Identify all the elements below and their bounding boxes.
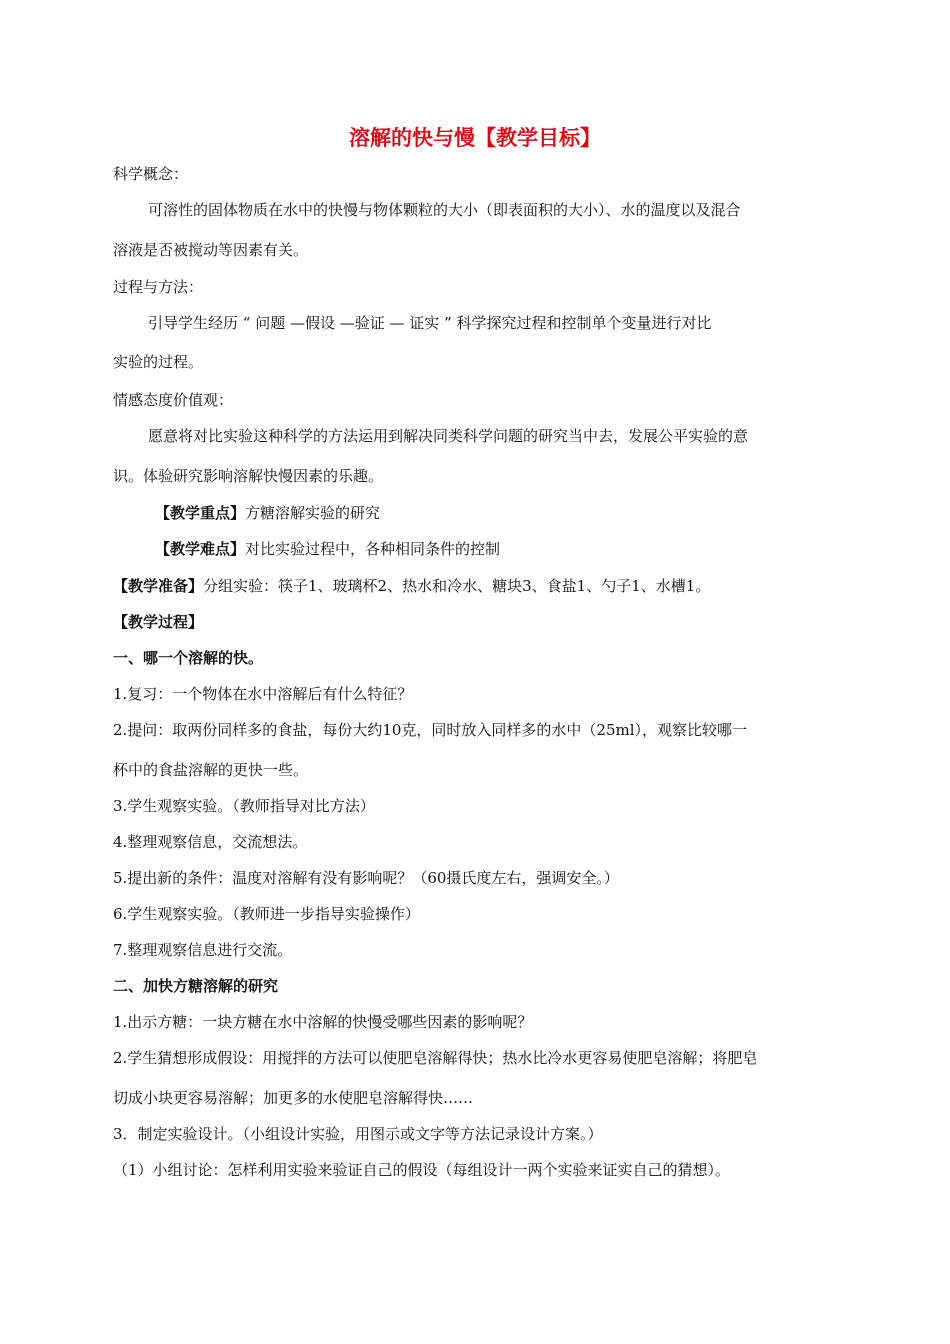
difficulty-text: 对比实验过程中，各种相同条件的控制 bbox=[245, 540, 501, 558]
paragraph-attitude-line1: 愿意将对比实验这种科学的方法运用到解决同类科学问题的研究当中去，发展公平实验的意 bbox=[148, 427, 749, 445]
paragraph-process-line2: 实验的过程。 bbox=[113, 353, 204, 371]
section-2-item-1: 1.出示方糖：一块方糖在水中溶解的快慢受哪些因素的影响呢？ bbox=[113, 1013, 533, 1031]
section-1-item-1: 1.复习：一个物体在水中溶解后有什么特征？ bbox=[113, 685, 413, 703]
heading-teaching-procedure: 【教学过程】 bbox=[113, 613, 204, 631]
section-2-item-3-sub-1: （1）小组讨论：怎样利用实验来验证自己的假设（每组设计一两个实验来证实自己的猜想）。 bbox=[113, 1161, 731, 1179]
section-1-item-6: 6.学生观察实验。（教师进一步指导实验操作） bbox=[113, 905, 420, 923]
section-1-item-7: 7.整理观察信息进行交流。 bbox=[113, 941, 293, 959]
paragraph-concept-line1: 可溶性的固体物质在水中的快慢与物体颗粒的大小（即表面积的大小）、水的温度以及混合 bbox=[148, 201, 741, 219]
teaching-difficulty bbox=[155, 539, 500, 559]
teaching-preparation bbox=[113, 576, 710, 596]
heading-process-method: 过程与方法： bbox=[113, 278, 204, 296]
paragraph-concept-line2: 溶液是否被搅动等因素有关。 bbox=[113, 241, 309, 259]
heading-attitude-values: 情感态度价值观： bbox=[113, 391, 234, 409]
section-2-item-2-line1: 2.学生猜想形成假设：用搅拌的方法可以使肥皂溶解得快；热水比冷水更容易使肥皂溶解；将肥皂 bbox=[113, 1049, 758, 1067]
paragraph-process-line1: 引导学生经历 “ 问题 —假设 —验证 — 证实 ” 科学探究过程和控制单个变量进行对比 bbox=[148, 314, 712, 332]
paragraph-attitude-line2: 识。体验研究影响溶解快慢因素的乐趣。 bbox=[113, 467, 384, 485]
preparation-text: 分组实验：筷子1、玻璃杯2、热水和冷水、糖块3、食盐1、勺子1、水槽1。 bbox=[203, 577, 711, 595]
page-title: 溶解的快与慢【教学目标】 bbox=[349, 126, 601, 150]
section-1-item-2-line1: 2.提问：取两份同样多的食盐，每份大约10克，同时放入同样多的水中（25ml），观察比较哪一 bbox=[113, 721, 748, 739]
section-1-item-3: 3.学生观察实验。（教师指导对比方法） bbox=[113, 797, 375, 815]
section-1-item-4: 4.整理观察信息，交流想法。 bbox=[113, 833, 308, 851]
section-1-item-2-line2: 杯中的食盐溶解的更快一些。 bbox=[113, 761, 309, 779]
section-1-heading: 一、哪一个溶解的快。 bbox=[113, 649, 264, 667]
key-point-text: 方糖溶解实验的研究 bbox=[245, 504, 381, 522]
heading-science-concept: 科学概念： bbox=[113, 165, 189, 183]
section-1-item-5: 5.提出新的条件：温度对溶解有没有影响呢？（60摄氏度左右，强调安全。） bbox=[113, 869, 619, 887]
section-2-item-3: 3．制定实验设计。（小组设计实验，用图示或文字等方法记录设计方案。） bbox=[113, 1125, 603, 1143]
section-2-heading: 二、加快方糖溶解的研究 bbox=[113, 977, 279, 995]
preparation-label: 【教学准备】 bbox=[113, 577, 204, 595]
section-2-item-2-line2: 切成小块更容易溶解；加更多的水使肥皂溶解得快…… bbox=[113, 1089, 474, 1107]
difficulty-label: 【教学难点】 bbox=[155, 540, 246, 558]
key-point-label: 【教学重点】 bbox=[155, 504, 246, 522]
teaching-key-point bbox=[155, 503, 380, 523]
